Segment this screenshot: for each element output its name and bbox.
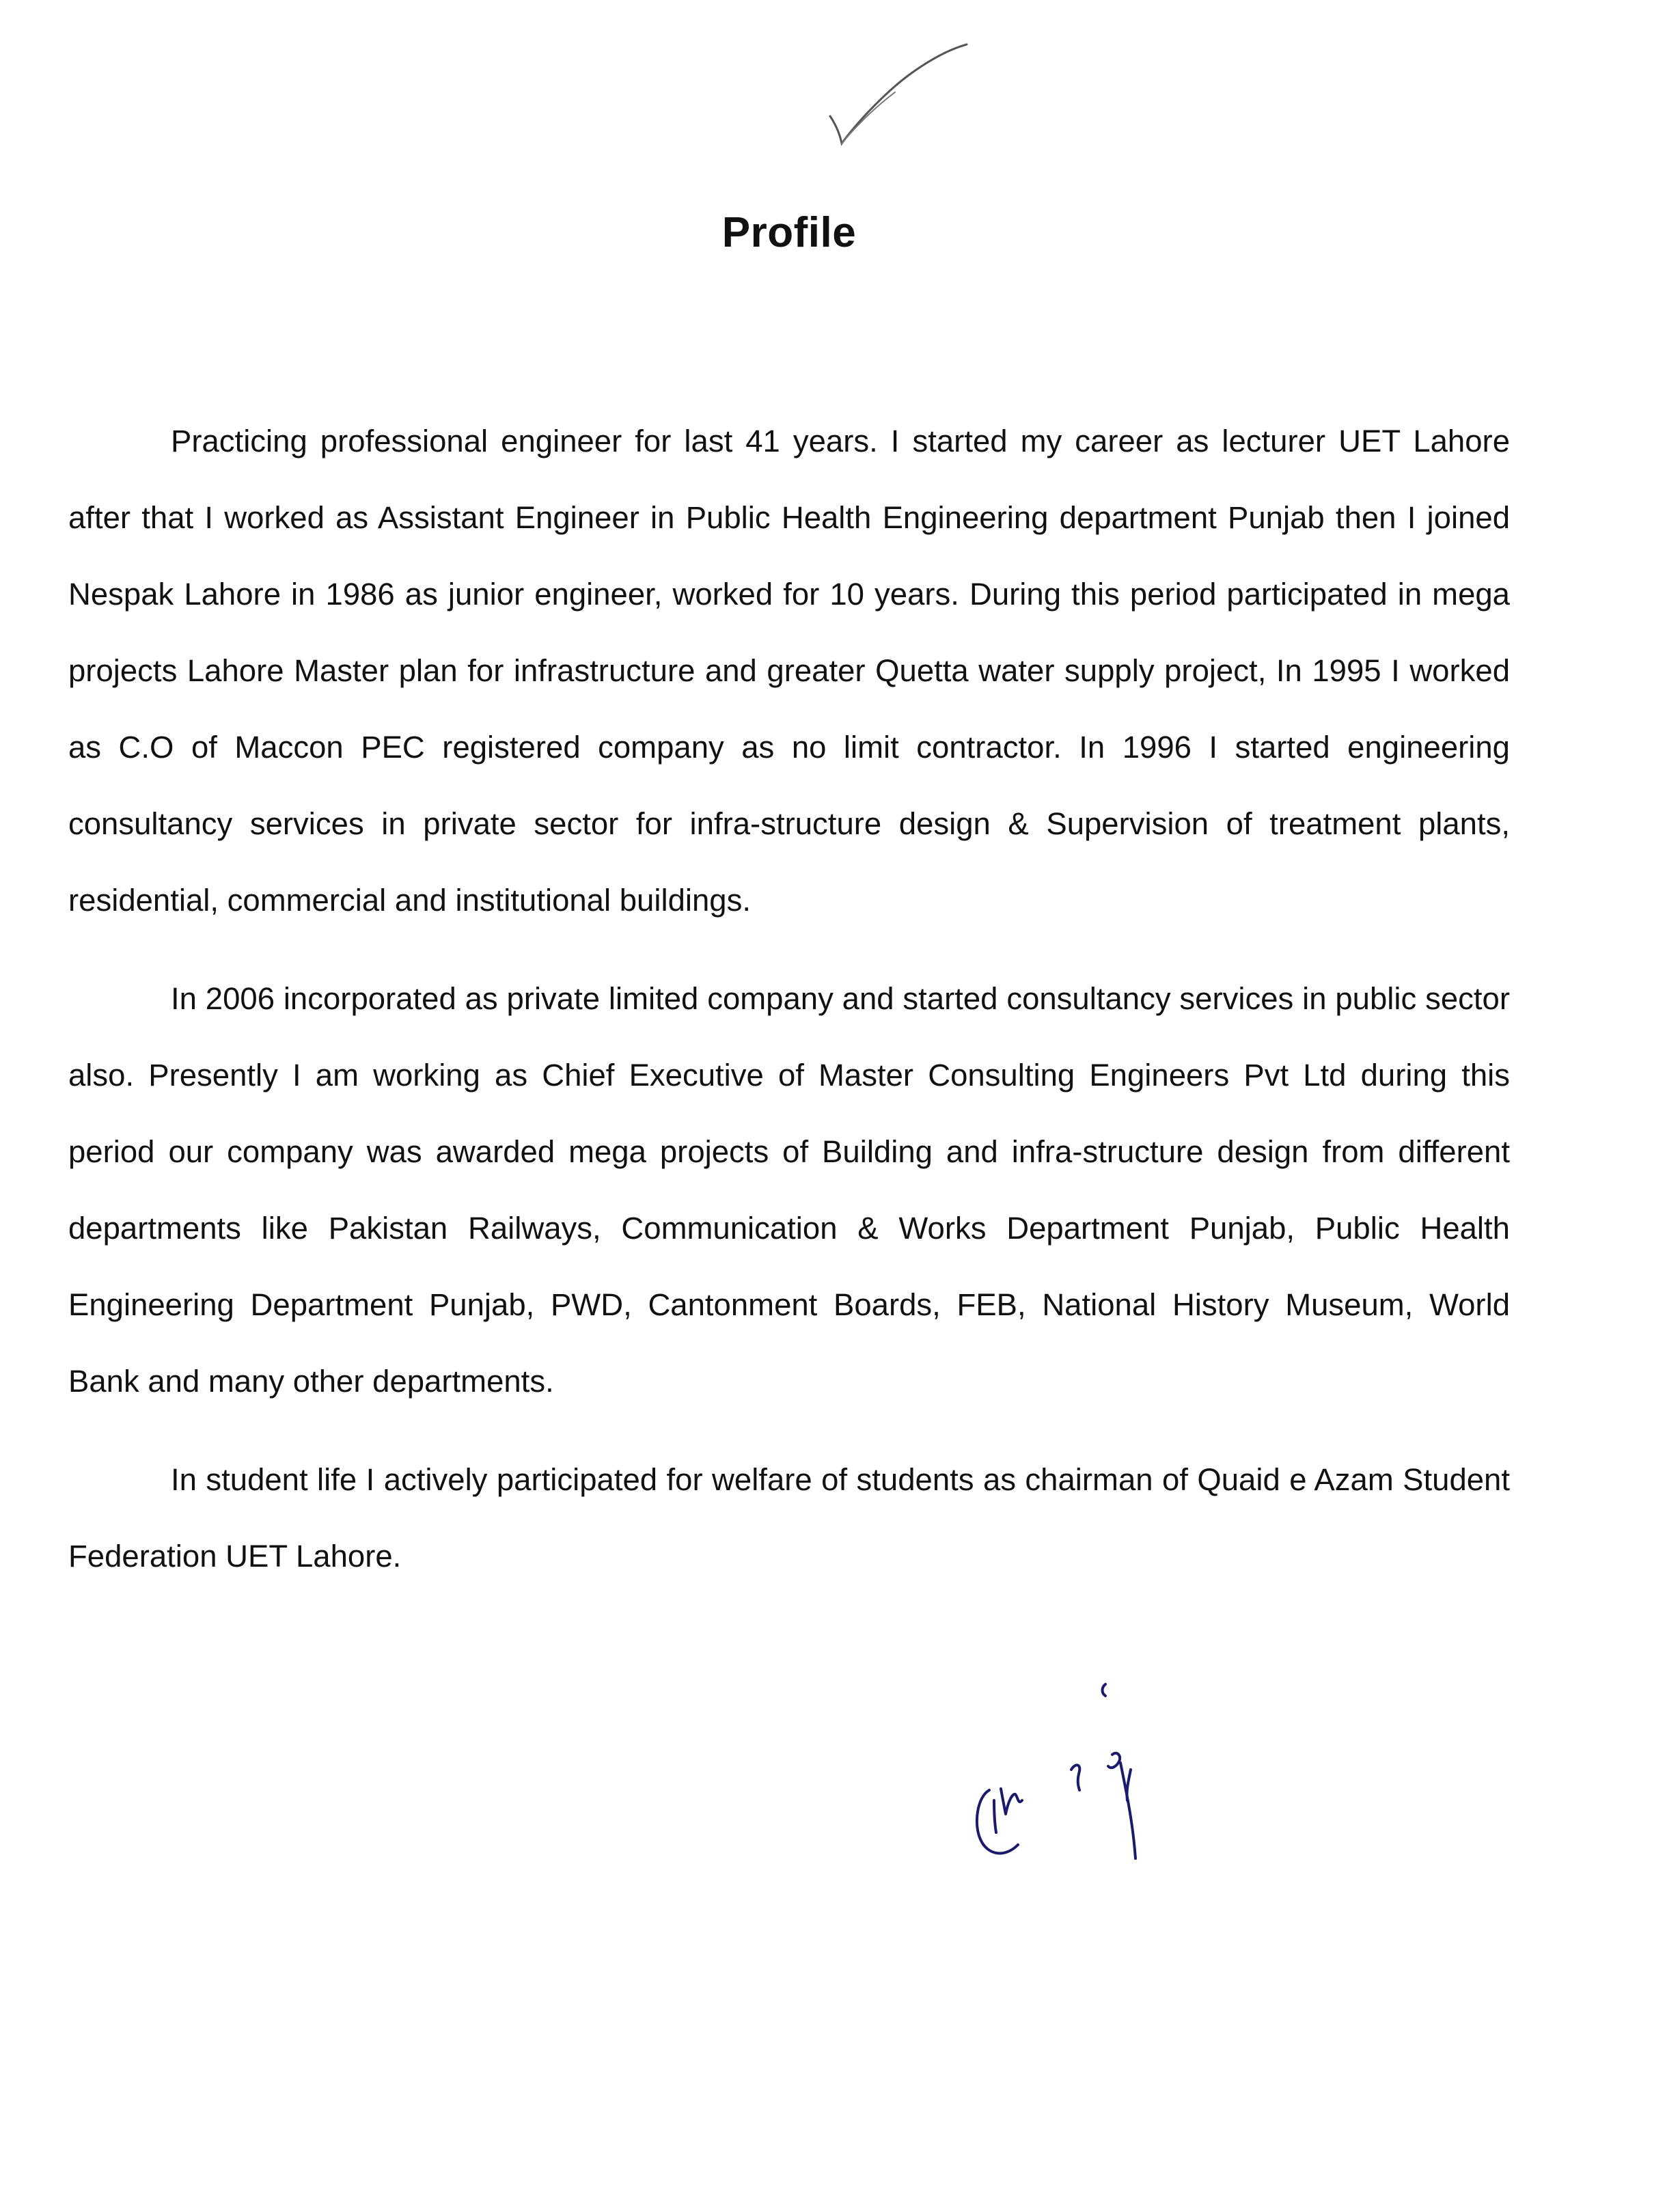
handwritten-signature — [950, 1660, 1196, 1886]
paragraph-student-life: In student life I actively participated for welfare of students as chairman of Quaid e Azam Student Federation UET Lahore. — [68, 1462, 1510, 1574]
paragraph-company: In 2006 incorporated as private limited company and started consultancy services in public sector also. Presently I am working as Chief Executive of Master Consulting Engineers Pvt Ltd during this period our company was awarded mega projects of Building and infra-structure design from different departments like Pakistan Railways, Communication & Works Department Punjab, Public Health Engineering Department Punjab, PWD, Cantonment Boards, FEB, National History Museum, World Bank and many other departments. — [68, 981, 1510, 1399]
paragraph-career: Practicing professional engineer for last 41 years. I started my career as lecturer UET Lahore after that I worked as Assistant Engineer in Public Health Engineering department Punjab then I joined Nespak Lahore in 1986 as junior engineer, worked for 10 years. During this period participated in mega projects Lahore Master plan for infrastructure and greater Quetta water supply project, In 1995 I worked as C.O of Maccon PEC registered company as no limit contractor. In 1996 I started engineering consultancy services in private sector for infra-structure design & Supervision of treatment plants, residential, commercial and institutional buildings. — [68, 424, 1510, 918]
checkmark-icon — [827, 41, 977, 171]
profile-body — [68, 403, 1510, 1595]
page-title: Profile — [721, 209, 857, 256]
